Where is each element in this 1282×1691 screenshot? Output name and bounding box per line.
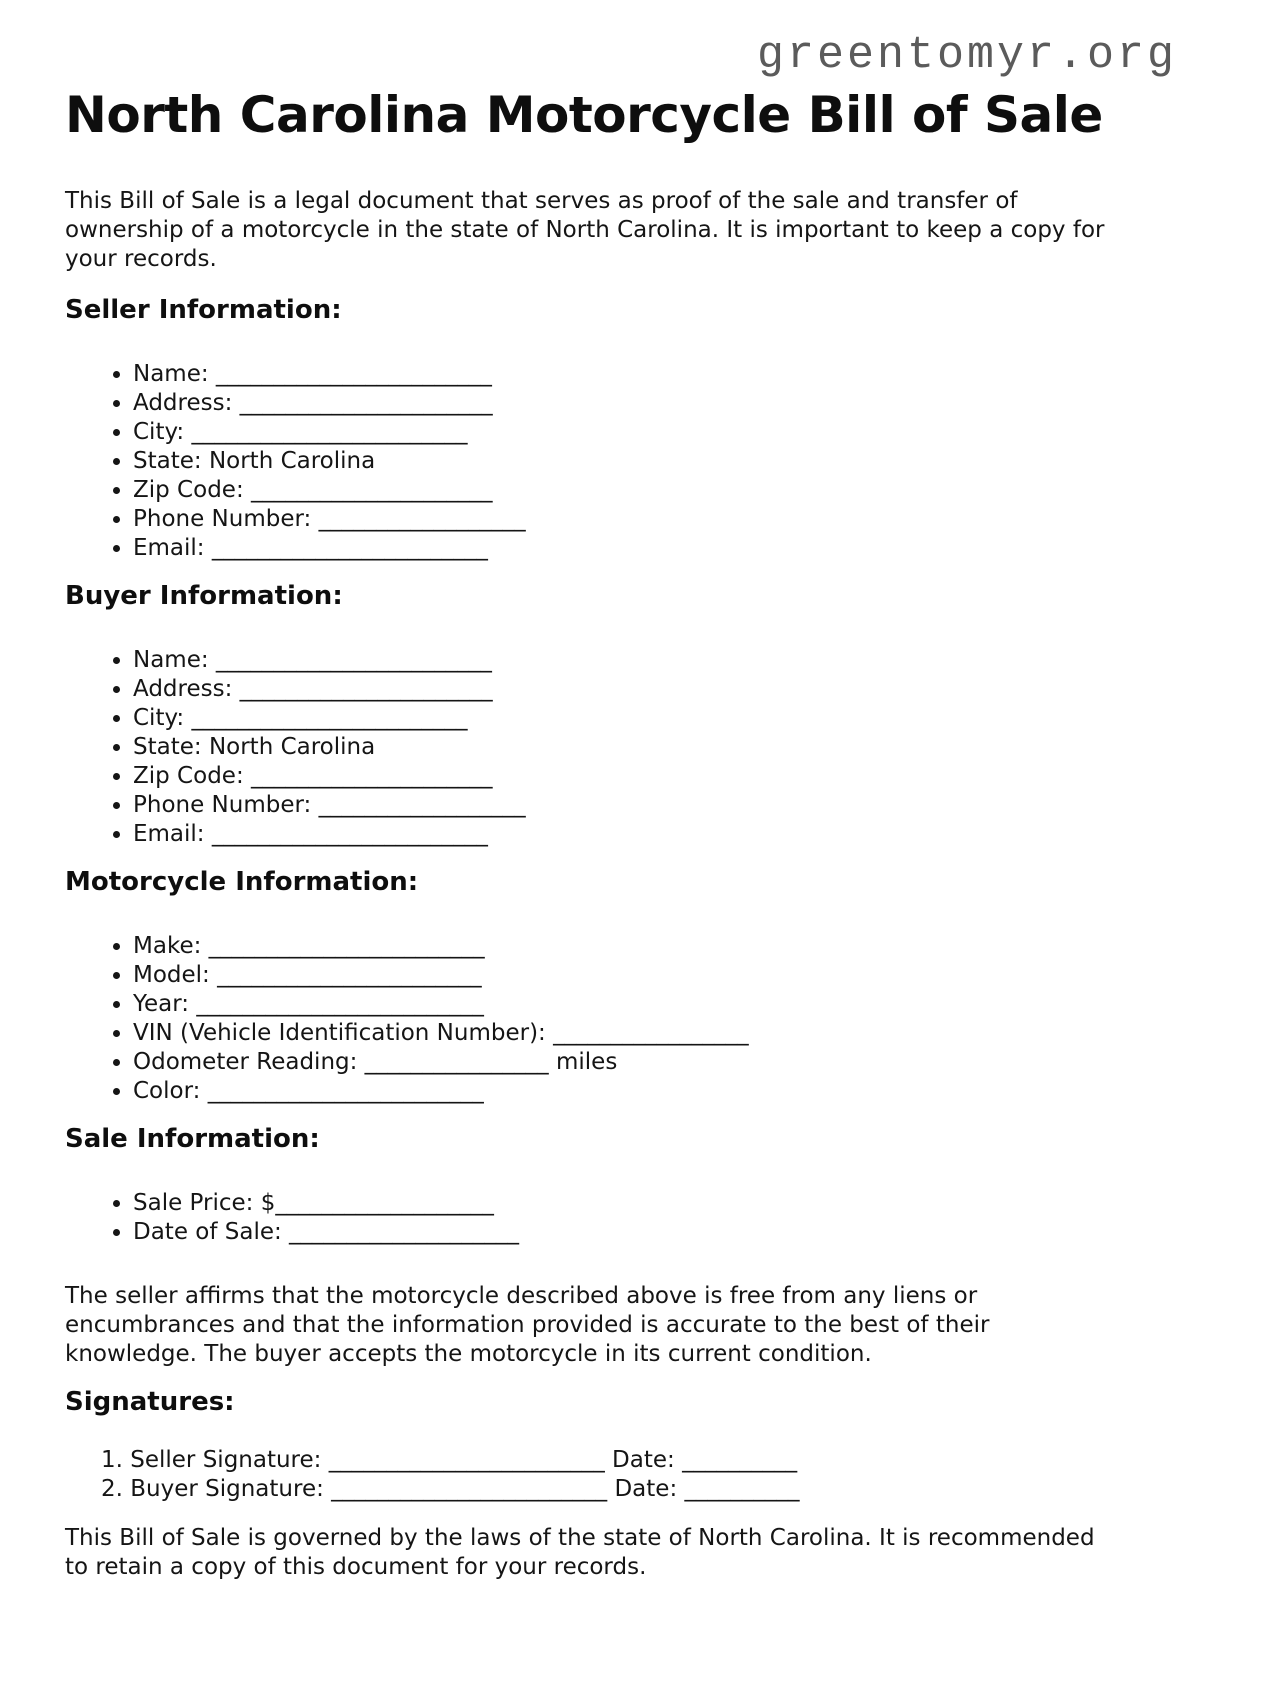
motorcycle-model-field: • Model: _______________________	[133, 961, 1217, 990]
motorcycle-color-field: • Color: ________________________	[133, 1077, 1217, 1106]
sale-info-heading: Sale Information:	[65, 1124, 320, 1154]
site-watermark: greentomyr.org	[756, 30, 1177, 81]
seller-email-field: • Email: ________________________	[133, 534, 1217, 563]
buyer-address-field: • Address: ______________________	[133, 675, 1217, 704]
motorcycle-odometer-field: • Odometer Reading: ________________ miles	[133, 1048, 1217, 1077]
intro-line: This Bill of Sale is a legal document that serves as proof of the sale and transfer of	[65, 188, 1018, 214]
seller-city-field: • City: ________________________	[133, 418, 1217, 447]
sale-date-field: • Date of Sale: ____________________	[133, 1218, 1217, 1247]
affirmation-paragraph	[65, 1282, 1217, 1369]
buyer-city-field: • City: ________________________	[133, 704, 1217, 733]
seller-address-field: • Address: ______________________	[133, 389, 1217, 418]
seller-name-field: • Name: ________________________	[133, 360, 1217, 389]
seller-phone-field: • Phone Number: __________________	[133, 505, 1217, 534]
buyer-info-list	[65, 646, 1217, 849]
buyer-name-field: • Name: ________________________	[133, 646, 1217, 675]
footer-line: This Bill of Sale is governed by the laws of the state of North Carolina. It is recommended	[65, 1525, 1095, 1551]
sale-price-field: • Sale Price: $___________________	[133, 1189, 1217, 1218]
footer-line: to retain a copy of this document for your records.	[65, 1554, 647, 1580]
affirmation-line: encumbrances and that the information provided is accurate to the best of their	[65, 1312, 990, 1338]
footer-paragraph	[65, 1524, 1217, 1582]
buyer-zip-field: • Zip Code: _____________________	[133, 762, 1217, 791]
motorcycle-year-field: • Year: _________________________	[133, 990, 1217, 1019]
signatures-heading: Signatures:	[65, 1387, 235, 1417]
motorcycle-info-heading: Motorcycle Information:	[65, 867, 419, 897]
buyer-email-field: • Email: ________________________	[133, 820, 1217, 849]
document-page	[0, 32, 1282, 1658]
buyer-state-field: • State: North Carolina	[133, 733, 1217, 762]
seller-state-field: • State: North Carolina	[133, 447, 1217, 476]
seller-info-list	[65, 360, 1217, 563]
intro-line: ownership of a motorcycle in the state of North Carolina. It is important to keep a copy for	[65, 217, 1105, 243]
signatures-list	[65, 1446, 1217, 1504]
seller-info-heading: Seller Information:	[65, 295, 342, 325]
buyer-info-heading: Buyer Information:	[65, 581, 343, 611]
motorcycle-make-field: • Make: ________________________	[133, 932, 1217, 961]
seller-zip-field: • Zip Code: _____________________	[133, 476, 1217, 505]
affirmation-line: knowledge. The buyer accepts the motorcycle in its current condition.	[65, 1341, 872, 1367]
buyer-phone-field: • Phone Number: __________________	[133, 791, 1217, 820]
motorcycle-vin-field: • VIN (Vehicle Identification Number): _________________	[133, 1019, 1217, 1048]
sale-info-list	[65, 1189, 1217, 1247]
intro-paragraph	[65, 187, 1217, 274]
affirmation-line: The seller affirms that the motorcycle described above is free from any liens or	[65, 1283, 978, 1309]
intro-line: your records.	[65, 246, 217, 272]
document-title: North Carolina Motorcycle Bill of Sale	[65, 86, 1103, 144]
motorcycle-info-list	[65, 932, 1217, 1106]
seller-signature-line: 1. Seller Signature: ________________________ Date: __________	[101, 1447, 798, 1473]
buyer-signature-line: 2. Buyer Signature: ________________________ Date: __________	[101, 1476, 800, 1502]
